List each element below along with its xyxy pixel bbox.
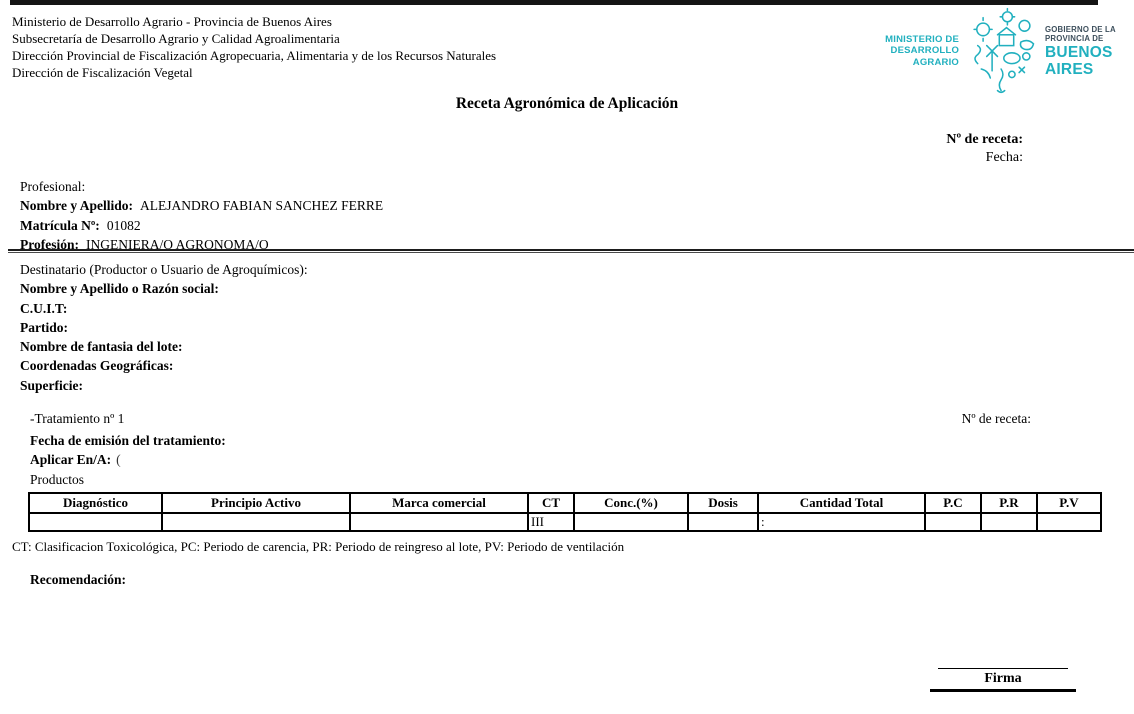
org-line-direccion-provincial: Dirección Provincial de Fiscalización Agropecuaria, Alimentaria y de los Recursos Naturales (12, 48, 497, 63)
cell-marca-comercial (350, 513, 528, 531)
cell-pc (925, 513, 981, 531)
logo-ministry-line: AGRARIO (912, 56, 960, 68)
logo-ministry-text (878, 34, 959, 69)
field-value: ALEJANDRO FABIAN SANCHEZ FERRE (140, 198, 384, 214)
cell-cantidad-total: : (758, 513, 925, 531)
field-label: Coordenadas Geográficas: (20, 358, 174, 374)
province-illustration-icon (961, 6, 1043, 96)
logo-gov-big-line: AIRES (1045, 61, 1094, 78)
tratamiento-header-row (30, 411, 1031, 427)
field-nombre-fantasia (20, 337, 308, 356)
org-line-direccion-vegetal: Dirección de Fiscalización Vegetal (12, 65, 193, 80)
cell-dosis (688, 513, 758, 531)
col-header-cantidad-total: Cantidad Total (758, 493, 925, 513)
destinatario-section-label: Destinatario (Productor o Usuario de Agroquímicos): (20, 262, 308, 277)
aplicar-label: Aplicar En/A: (30, 452, 112, 468)
col-header-ct: CT (528, 493, 574, 513)
document-title: Receta Agronómica de Aplicación (455, 95, 679, 112)
cell-diagnostico (29, 513, 162, 531)
field-label: Nombre de fantasia del lote: (20, 339, 183, 355)
signature-bottom-rule (930, 689, 1076, 692)
government-logo (878, 6, 1130, 96)
fecha-emision-label: Fecha de emisión del tratamiento: (30, 433, 226, 448)
logo-gov-big-line: BUENOS (1045, 44, 1113, 61)
col-header-principio-activo: Principio Activo (162, 493, 350, 513)
logo-gov-small-line: GOBIERNO DE LA (1045, 25, 1116, 34)
field-value: 01082 (106, 217, 141, 233)
top-rule-bar (10, 0, 1098, 5)
tratamiento-section (30, 431, 226, 489)
tratamiento-title: -Tratamiento nº 1 (30, 411, 125, 426)
signature-block (930, 668, 1076, 692)
org-header (12, 13, 496, 81)
field-matricula (20, 216, 383, 235)
receta-header-block (946, 131, 1023, 167)
field-label: Nombre y Apellido o Razón social: (20, 281, 219, 297)
aplicar-line (30, 450, 226, 469)
col-header-pv: P.V (1037, 493, 1101, 513)
org-line-subsecretaria: Subsecretaría de Desarrollo Agrario y Calidad Agroalimentaria (12, 31, 340, 46)
tratamiento-receta-label: Nº de receta: (961, 411, 1031, 426)
org-line-ministerio: Ministerio de Desarrollo Agrario - Provincia de Buenos Aires (12, 14, 332, 29)
receta-number-label: Nº de receta: (946, 132, 1023, 147)
field-label: Profesión: (20, 236, 79, 252)
table-row (29, 513, 1101, 531)
col-header-pr: P.R (981, 493, 1037, 513)
productos-label: Productos (30, 471, 84, 487)
profesional-section-label: Profesional: (20, 179, 86, 194)
cell-ct: III (528, 513, 574, 531)
field-nombre-apellido (20, 196, 383, 215)
col-header-dosis: Dosis (688, 493, 758, 513)
cell-principio-activo (162, 513, 350, 531)
field-partido (20, 318, 308, 337)
table-header-row (29, 493, 1101, 513)
field-label: Nombre y Apellido: (20, 198, 134, 214)
field-value: INGENIERA/O AGRONOMA/O (86, 236, 269, 252)
cell-pr (981, 513, 1037, 531)
field-label: Superficie: (20, 377, 83, 393)
logo-gov-small-line: PROVINCIA DE (1045, 34, 1104, 43)
aplicar-value-fragment: ( (116, 452, 121, 468)
field-label: Partido: (20, 319, 68, 335)
cell-conc (574, 513, 688, 531)
logo-ministry-line: DESARROLLO (890, 45, 960, 57)
col-header-marca-comercial: Marca comercial (350, 493, 528, 513)
field-coordenadas (20, 356, 308, 375)
recomendacion-label: Recomendación: (30, 572, 126, 587)
field-label: Matrícula Nº: (20, 217, 100, 233)
col-header-diagnostico: Diagnóstico (29, 493, 162, 513)
firma-label: Firma (984, 671, 1022, 686)
col-header-conc: Conc.(%) (574, 493, 688, 513)
productos-table (28, 492, 1102, 532)
field-label: C.U.I.T: (20, 300, 68, 316)
fecha-label: Fecha: (985, 150, 1023, 165)
field-cuit (20, 299, 308, 318)
profesional-section (20, 177, 383, 254)
field-razon-social (20, 279, 308, 298)
field-superficie (20, 376, 308, 395)
destinatario-section (20, 260, 308, 395)
section-divider-rule (8, 249, 1134, 253)
table-footnote: CT: Clasificacion Toxicológica, PC: Periodo de carencia, PR: Periodo de reingreso al lote, PV: Periodo de ventilación (12, 539, 625, 554)
col-header-pc: P.C (925, 493, 981, 513)
logo-ministry-line: MINISTERIO DE (885, 33, 960, 45)
cell-pv (1037, 513, 1101, 531)
logo-government-text (1045, 25, 1130, 77)
